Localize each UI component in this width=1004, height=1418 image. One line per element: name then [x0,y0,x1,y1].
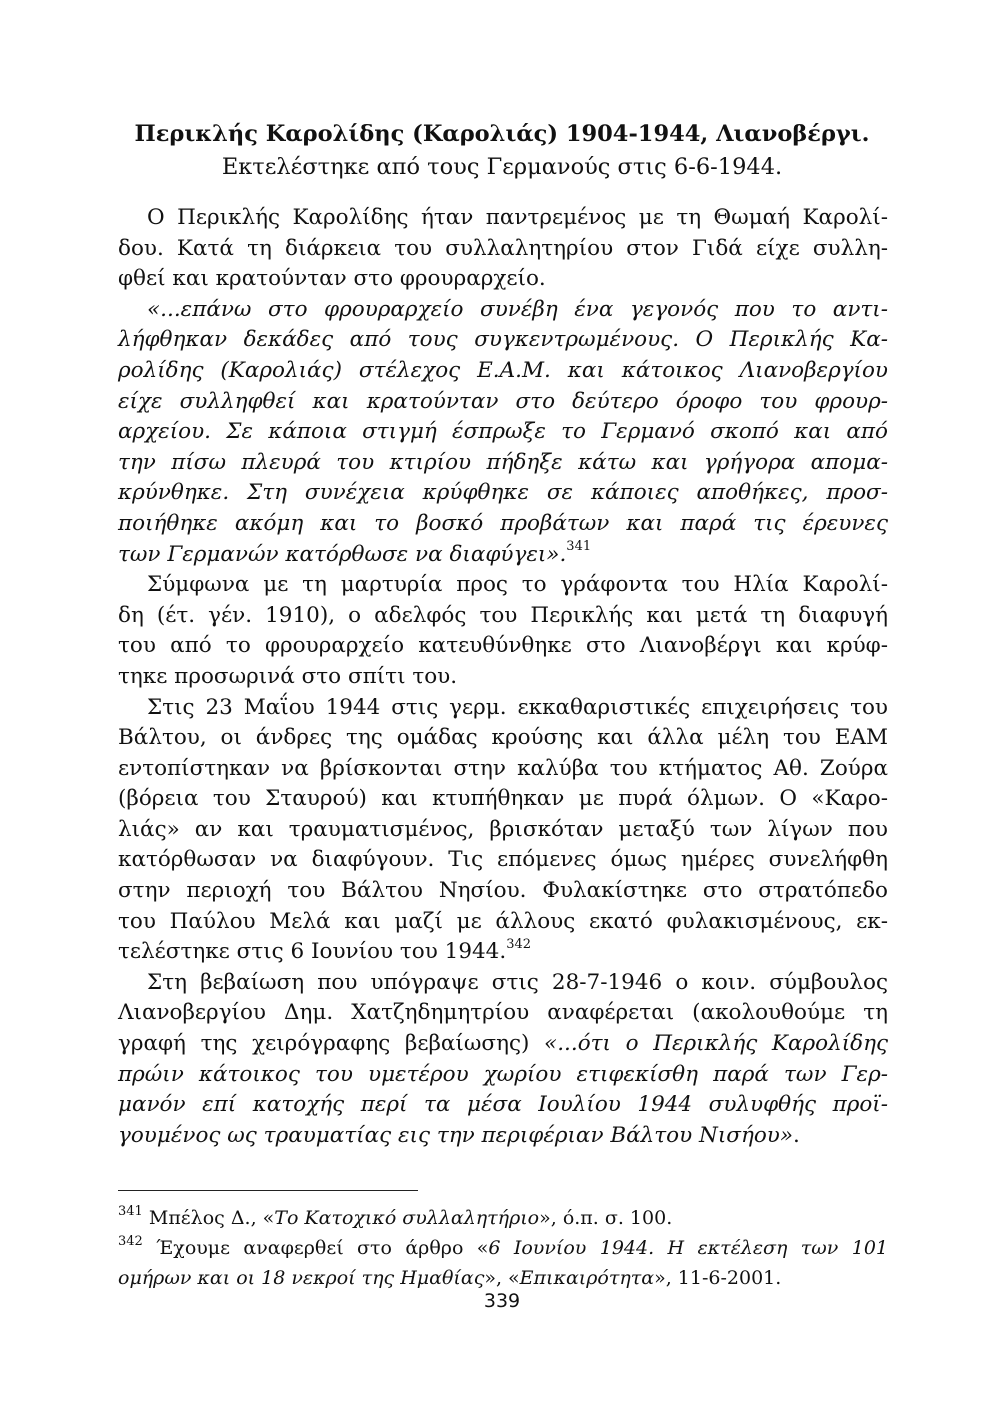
text-run: την πίσω πλευρά του κτιρίου πήδηξε κάτω και γρήγορα απομα- [118,449,888,475]
text-line [118,356,888,387]
text-run: γουμένος ως τραυματίας εις την περιφέριαν Βάλτου Νισήου» [118,1122,794,1148]
text-run: Έχουμε αναφερθεί στο άρθρο « [142,1237,489,1259]
text-run: Στις 23 Μαΐου 1944 στις γερμ. εκκαθαριστικές επιχειρήσεις του [147,694,888,720]
text-line [118,570,888,601]
text-run: «...επάνω στο φρουραρχείο συνέβη ένα γεγονός που το αντι- [147,296,888,322]
text-run: (βόρεια του Σταυρού) και κτυπήθηκαν με πυρά όλμων. Ο «Καρο- [118,786,888,812]
text-run: Ο Περικλής Καρολίδης ήταν παντρεμένος με τη Θωμαή Καρολί- [147,205,888,230]
text-run: . [793,1122,800,1148]
text-run: ποιήθηκε ακόμη και το βοσκό προβάτων και παρά τις έρευνες [118,510,888,536]
text-line [118,998,888,1029]
text-line [118,509,888,540]
text-run: κατόρθωσαν να διαφύγουν. Τις επόμενες όμως ημέρες συνελήφθη [118,847,888,873]
text-line [118,1233,888,1263]
text-run: γραφή της χειρόγραφης βεβαίωσης) [118,1031,545,1057]
text-run: φθεί και κρατούνταν στο φρουραρχείο. [118,266,546,292]
text-run: Βάλτου, οι άνδρες της ομάδας κρούσης και άλλα μέλη του ΕΑΜ [118,725,888,751]
footnote-ref: 342 [506,937,532,953]
text-line [118,601,888,632]
text-run: 6 Ιουνίου 1944. Η εκτέλεση των 101 [488,1237,888,1259]
page-number: 339 [483,1290,521,1312]
text-run: εντοπίστηκαν να βρίσκονται στην καλύβα του κτήματος Αθ. Ζούρα [118,755,888,781]
text-line [118,1090,888,1121]
text-line [118,907,888,938]
text-run: », 11-6-2001. [654,1267,782,1289]
footnote [118,1203,888,1233]
text-line [118,295,888,326]
text-run: Στη βεβαίωση που υπόγραψε στις 28-7-1946 ο κοιν. σύμβουλος [147,969,888,995]
text-line [118,325,888,356]
text-run: των Γερμανών κατόρθωσε να διαφύγει». [118,541,567,567]
text-line [118,845,888,876]
text-line [118,784,888,815]
text-line [118,540,888,571]
text-run: Λιανοβεργίου Δημ. Χατζηδημητρίου αναφέρεται (ακολουθούμε τη [118,1000,888,1026]
footnote-separator [118,1190,418,1191]
text-run: ρολίδης (Καρολιάς) στέλεχος Ε.Α.Μ. και κάτοικος Λιανοβεργίου [118,357,888,383]
text-run: λήφθηκαν δεκάδες από τους συγκεντρωμένους. Ο Περικλής Κα- [118,327,888,353]
paragraph [118,968,888,1152]
text-line [118,417,888,448]
text-run: λιάς» αν και τραυματισμένος, βρισκόταν μεταξύ των λίγων που [118,816,888,842]
paragraph [118,693,888,968]
text-line [118,264,888,295]
text-run: », ό.π. σ. 100. [539,1207,673,1229]
text-line [118,815,888,846]
text-run: τελέστηκε στις 6 Ιουνίου του 1944. [118,939,507,965]
footnote-ref: 342 [118,1233,143,1249]
body-text [118,203,888,1151]
text-line [118,1203,888,1233]
text-line [118,723,888,754]
footnote-ref: 341 [118,1203,143,1219]
text-line [118,876,888,907]
text-run: δη (έτ. γέν. 1910), ο αδελφός του Περικλής και μετά τη διαφυγή [118,602,888,628]
text-line [118,387,888,418]
text-run: αρχείου. Σε κάποια στιγμή έσπρωξε το Γερμανό σκοπό και από [118,419,888,445]
text-line [118,1060,888,1091]
text-run: Σύμφωνα με τη μαρτυρία προς το γράφοντα του Ηλία Καρολί- [147,572,888,598]
paragraph [118,203,888,295]
text-run: μανόν επί κατοχής περί τα μέσα Ιουλίου 1944 συλυφθής προϊ- [118,1092,888,1118]
text-run: ομήρων και οι 18 νεκροί της Ημαθίας [118,1267,485,1289]
text-run: του Παύλου Μελά και μαζί με άλλους εκατό φυλακισμένους, εκ- [118,908,888,934]
text-run: Επικαιρότητα [519,1267,655,1289]
footnote [118,1233,888,1293]
text-run: είχε συλληφθεί και κρατούνταν στο δεύτερο όροφο του φρουρ- [118,388,888,414]
text-line [118,448,888,479]
footnotes [118,1203,888,1293]
paragraph [118,295,888,570]
text-line [118,203,888,234]
text-line [118,937,888,968]
text-run: Μπέλος Δ., « [142,1207,275,1229]
text-line [118,1029,888,1060]
text-line [118,662,888,693]
text-line [118,968,888,999]
text-line [118,234,888,265]
text-run: Το Κατοχικό συλλαλητήριο [274,1207,540,1229]
footnote-ref: 341 [566,539,592,555]
text-line [118,754,888,785]
page-title: Περικλής Καρολίδης (Καρολιάς) 1904-1944, Λιανοβέργι. [134,121,870,147]
text-line [118,1263,888,1293]
text-run: τηκε προσωρινά στο σπίτι του. [118,663,458,689]
text-run: του από το φρουραρχείο κατευθύνθηκε στο Λιανοβέργι και κρύφ- [118,633,888,659]
page-subtitle: Εκτελέστηκε από τους Γερμανούς στις 6-6-1944. [221,154,783,180]
text-run: «...ότι ο Περικλής Καρολίδης [544,1031,888,1057]
text-run: στην περιοχή του Βάλτου Νησίου. Φυλακίστηκε στο στρατόπεδο [118,878,888,904]
text-line [118,1121,888,1152]
text-run: δου. Κατά τη διάρκεια του συλλαλητηρίου στον Γιδά είχε συλλη- [118,235,888,261]
text-line [118,631,888,662]
text-run: », « [484,1267,520,1289]
text-line [118,693,888,724]
text-run: πρώιν κάτοικος του υμετέρου χωρίου ετιφεκίσθη παρά των Γερ- [118,1061,888,1087]
text-line [118,478,888,509]
text-run: κρύνθηκε. Στη συνέχεια κρύφθηκε σε κάποιες αποθήκες, προσ- [118,480,888,506]
paragraph [118,570,888,692]
